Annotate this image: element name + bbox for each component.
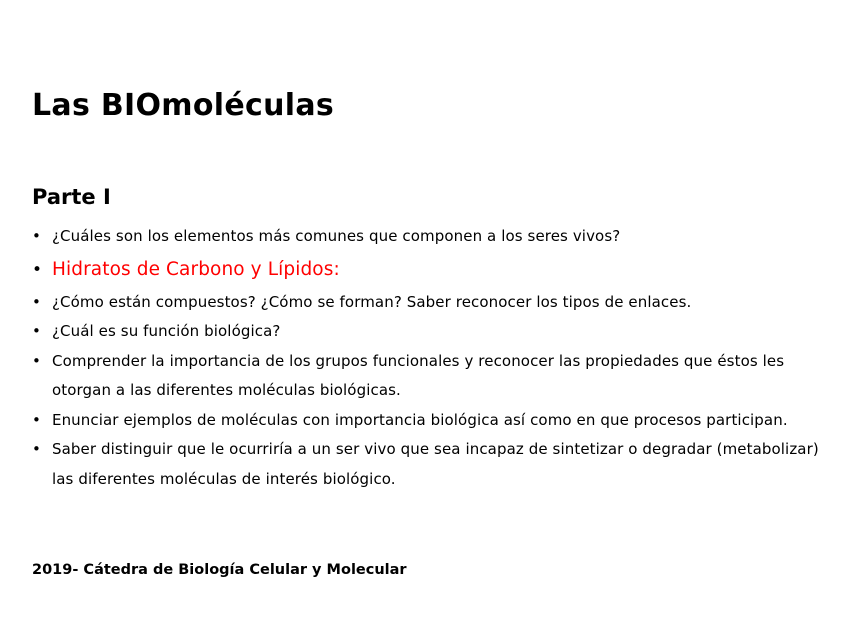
bullet-text: Enunciar ejemplos de moléculas con importancia biológica así como en que procesos participan. — [52, 410, 788, 429]
bullet-marker: • — [32, 351, 41, 370]
bullet-item — [30, 347, 820, 406]
section-heading: Parte I — [32, 185, 111, 209]
bullet-item — [30, 222, 820, 252]
bullet-item — [30, 288, 820, 318]
bullet-text: ¿Cuáles son los elementos más comunes que componen a los seres vivos? — [52, 227, 621, 245]
bullet-text: Hidratos de Carbono y Lípidos: — [52, 258, 340, 280]
bullet-text: Saber distinguir que le ocurriría a un ser vivo que sea incapaz de sintetizar o degradar (metabolizar) las diferentes moléculas de interés biológico. — [52, 440, 819, 488]
bullet-marker: • — [32, 227, 41, 245]
bullet-item-highlighted — [30, 252, 820, 288]
bullet-marker: • — [32, 410, 41, 429]
bullet-text: ¿Cuál es su función biológica? — [52, 322, 281, 340]
bullet-marker: • — [32, 259, 43, 280]
bullet-text: ¿Cómo están compuestos? ¿Cómo se forman? Saber reconocer los tipos de enlaces. — [52, 292, 692, 311]
bullet-marker: • — [32, 322, 41, 340]
bullet-item — [30, 406, 820, 436]
bullet-marker: • — [32, 440, 41, 458]
slide-title: Las BIOmoléculas — [32, 88, 335, 123]
bullet-text: Comprender la importancia de los grupos funcionales y reconocer las propiedades que éstos les otorgan a las diferentes moléculas biológicas. — [52, 351, 785, 399]
bullet-list — [30, 222, 820, 494]
bullet-item — [30, 435, 820, 494]
footer-credit: 2019- Cátedra de Biología Celular y Molecular — [32, 562, 407, 578]
bullet-item — [30, 317, 820, 347]
bullet-marker: • — [32, 292, 41, 311]
